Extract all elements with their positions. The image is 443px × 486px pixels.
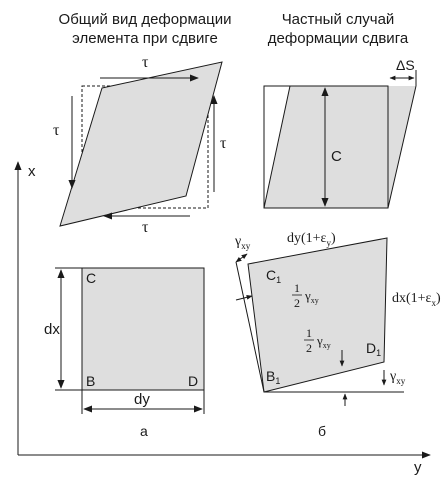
- half-gamma-lower-den: 2: [306, 341, 312, 355]
- shifted-parallelogram: [264, 86, 416, 208]
- dy-label: dy: [134, 391, 150, 408]
- corner-b1-label: $B_1$: [266, 368, 281, 386]
- particular-shear-heading-line2: деформации сдвига: [267, 30, 409, 47]
- top-side-length-label: $dy(1+\varepsilon_y)$: [287, 231, 336, 248]
- corner-c-label: C: [86, 270, 97, 286]
- panel-a-caption: а: [140, 423, 148, 439]
- particular-shear-heading: [248, 10, 428, 48]
- panel-b-caption: б: [318, 423, 327, 439]
- particular-shear-heading-line1: Частный случай: [281, 11, 395, 28]
- tau-bottom-label: τ: [142, 219, 149, 236]
- panel-b-element: [234, 231, 441, 439]
- half-gamma-upper-num: 1: [294, 281, 300, 295]
- gamma-top-arc: [236, 254, 247, 262]
- dx-label: dx: [44, 321, 60, 338]
- general-shear-heading: [20, 10, 270, 48]
- general-shear-heading-line1: Общий вид деформации: [58, 11, 232, 28]
- corner-c1-label: $C_1$: [266, 267, 282, 285]
- tau-top-label: τ: [142, 54, 149, 71]
- height-c-label: C: [331, 148, 342, 165]
- tau-right-label: τ: [220, 135, 227, 152]
- half-gamma-upper-gamma: $\gamma_{xy}$: [305, 288, 319, 305]
- particular-shear-figure: [264, 57, 416, 208]
- square-cbd: [82, 268, 204, 390]
- half-gamma-upper-den: 2: [294, 296, 300, 310]
- right-side-length-label: $dx(1+\varepsilon_x)$: [392, 291, 441, 308]
- corner-d-label: D: [188, 373, 199, 389]
- gamma-top-label: $\gamma_{xy}$: [235, 234, 251, 251]
- general-shear-heading-line2: элемента при сдвиге: [72, 30, 218, 47]
- tau-left-label: τ: [53, 122, 60, 139]
- half-gamma-lower-gamma: $\gamma_{xy}$: [317, 333, 331, 350]
- delta-s-label: ΔS: [396, 57, 415, 73]
- general-shear-figure: [53, 54, 227, 236]
- y-axis-label: y: [414, 459, 422, 476]
- corner-b-label: B: [86, 373, 96, 389]
- deformed-rhombus: [60, 62, 222, 226]
- panel-a-element: [44, 268, 204, 439]
- corner-d1-label: $D_1$: [366, 340, 382, 358]
- half-gamma-lower-num: 1: [306, 326, 312, 340]
- gamma-right-label: $\gamma_{xy}$: [390, 369, 406, 386]
- x-axis-label: x: [28, 163, 36, 180]
